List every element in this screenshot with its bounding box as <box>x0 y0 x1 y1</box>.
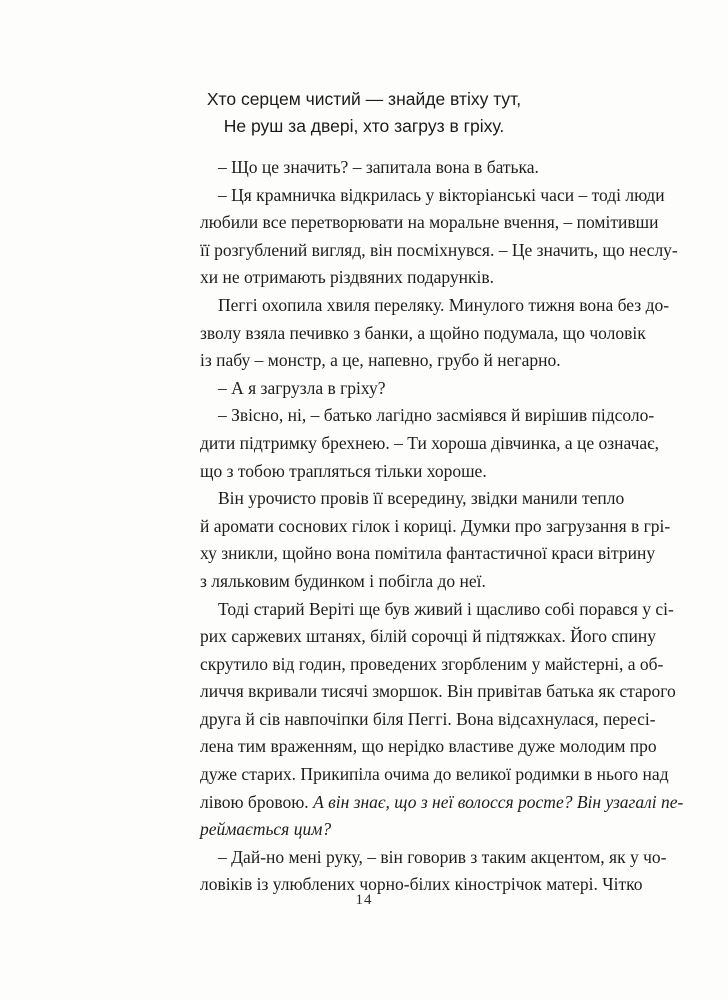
text-line: що з тобою трапляться тільки хороше. <box>200 460 487 481</box>
text-line: дуже старих. Прикипіла очима до великої родимки в нього над <box>200 764 669 785</box>
text-line: ловіків із улюблених чорно-білих кінострічок матері. Чітко <box>200 874 643 895</box>
text-line: – Звісно, ні, – батько лагідно засміявся й вирішив підсоло- <box>218 405 655 426</box>
epigraph-line: Не руш за двері, хто загруз в гріху. <box>223 116 505 136</box>
epigraph <box>0 86 728 140</box>
text-line: друга й сів навпочіпки біля Пеггі. Вона відсахнулася, пересі- <box>200 708 656 729</box>
text-line: Він урочисто провів її всередину, звідки манили тепло <box>218 488 625 509</box>
text-line: – Ця крамничка відкрилась у вікторіанські часи – тоді люди <box>218 184 665 205</box>
text-line: із пабу – монстр, а це, напевно, грубо й негарно. <box>200 350 561 371</box>
text-line: Пеггі охопила хвиля переляку. Минулого тижня вона без до- <box>218 294 670 315</box>
page-number: 14 <box>355 892 373 908</box>
epigraph-line: Хто серцем чистий — знайде втіху тут, <box>206 89 522 109</box>
text-line: любили все перетворювати на моральне вчення, – помітивши <box>200 212 659 233</box>
text-line: її розгублений вигляд, він посміхнувся. – Це значить, що неслу- <box>200 239 678 260</box>
body-text <box>200 154 684 899</box>
text-run: лівою бровою. <box>200 791 309 812</box>
text-line: личчя вкривали тисячі зморшок. Він привітав батька як старого <box>200 681 676 702</box>
text-line: з ляльковим будинком і побігла до неї. <box>200 570 486 591</box>
text-line: скрутило від годин, проведених згорбленим у майстерні, а об- <box>200 653 664 674</box>
text-line: ху зникли, щойно вона помітила фантастичної краси вітрину <box>200 543 656 564</box>
text-line: рих саржевих штанях, білій сорочці й підтяжках. Його спину <box>200 626 657 647</box>
text-line: – Дай-но мені руку, – він говорив з таким акцентом, як у чо- <box>218 846 667 867</box>
text-line: хи не отримають різдвяних подарунків. <box>200 267 495 288</box>
text-line: – Що це значить? – запитала вона в батька. <box>218 157 539 177</box>
text-line: Тоді старий Веріті ще був живий і щасливо собі порався у сі- <box>218 598 674 619</box>
italic-thought: реймається цим? <box>200 819 332 840</box>
text-line: й аромати соснових гілок і кориці. Думки про загрузання в грі- <box>200 515 671 536</box>
italic-thought: А він знає, що з неї волосся росте? Він узагалі пе- <box>313 791 684 812</box>
text-line: дити підтримку брехнею. – Ти хороша дівчинка, а це означає, <box>200 432 660 453</box>
text-line: лена тим враженням, що нерідко властиве дуже молодим про <box>200 736 657 757</box>
text-line <box>200 789 684 817</box>
text-line: – А я загрузла в гріху? <box>218 377 386 398</box>
text-line: зволу взяла печивко з банки, а щойно подумала, що чоловік <box>200 322 646 343</box>
